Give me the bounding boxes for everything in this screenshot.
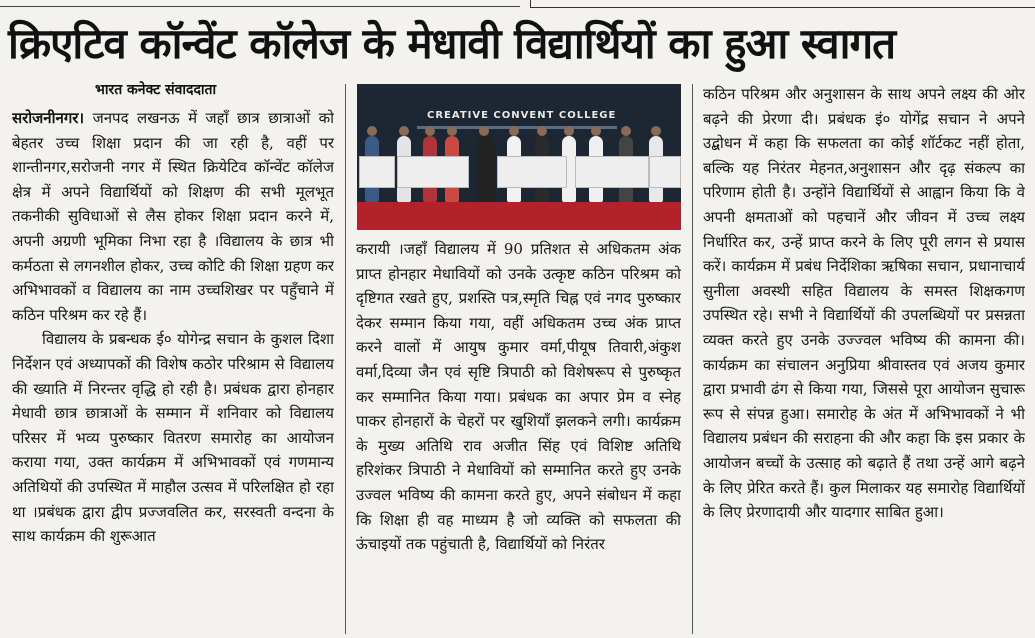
article-column-1 [12, 106, 334, 634]
article-column-3 [703, 82, 1025, 634]
photo-banner-text: CREATIVE CONVENT COLLEGE [427, 110, 617, 121]
event-photo [357, 84, 681, 230]
byline: भारत कनेक्ट संवाददाता [95, 82, 217, 98]
column-divider [692, 84, 693, 634]
paragraph-1: जनपद लखनऊ में जहाँ छात्र छात्राओं को बेहतर उच्च शिक्षा प्रदान की जा रही है, वहीं पर शान्तीनगर,सरोजनी नगर में स्थित क्रियेटिव कॉन्वेंट कॉलेज क्षेत्र में अपने विद्यार्थियों को शिक्षण की सभी मूलभूत तकनीकी सुविधाओं से लैस होकर शिक्षा प्रदान करने में, अपनी अग्रणी भूमिका निभा रहा है ।विद्यालय के छात्र भी कर्मठता से लगनशील होकर, उच्च कोटि की शिक्षा ग्रहण कर अभिभावकों व विद्यालय का नाम उच्चशिखर पर पहुँचाने में कठिन परिश्रम कर रहे हैं। [12, 109, 334, 324]
top-border [0, 0, 1035, 8]
column-divider [345, 84, 346, 634]
headline: क्रिएटिव कॉन्वेंट कॉलेज के मेधावी विद्यार्थियों का हुआ स्वागत [8, 19, 896, 68]
paragraph-2: विद्यालय के प्रबन्धक ई० योगेन्द्र सचान के कुशल दिशा निर्देशन एवं अध्यापकों की विशेष कठोर परिश्राम से विद्यालय की ख्याति में निरन्तर वृद्धि हो रही है। प्रबंधक द्वारा होनहार मेधावी छात्र छात्राओं के सम्मान में शनिवार को विद्यालय परिसर में भव्य पुरुष्कार वितरण समारोह का आयोजन कराया गया, उक्त कार्यक्रम में अभिभावकों एवं गणमान्य अतिथियों की उपस्थित में माहौल उत्सव में परिलक्षित हो रहा था ।प्रबंधक द्वारा द्वीप प्रज्जवलित कर, सरस्वती वन्दना के साथ कार्यक्रम की शुरूआत [12, 330, 334, 546]
paragraph-3: करायी ।जहाँ विद्यालय में 90 प्रतिशत से अधिकतम अंक प्राप्त होनहार मेधावियों को उनके उत्कृष्ट कठिन परिश्रम को दृष्टिगत रखते हुए, प्रशस्ति पत्र,स्मृति चिह्न एवं नगद पुरुष्कार देकर सम्मान किया गया, वहीं अधिकतम उच्च अंक प्राप्त करने वालों में आयुष कुमार वर्मा,पीयूष तिवारी,अंकुश वर्मा,दिव्या जैन एवं सृष्टि त्रिपाठी को विशेषरूप से पुरुष्कृत कर सम्मानित किया गया। प्रबंधक का अपार प्रेम व स्नेह पाकर होनहारों के चेहरों पर खुशियाँ झलकने लगी। कार्यक्रम के मुख्य अतिथि राव अजीत सिंह एवं विशिष्ट अतिथि हरिशंकर त्रिपाठी ने मेधावियों को सम्मानित करते हुए उनके उज्वल भविष्य की कामना करते हुए, अपने संबोधन में कहा कि शिक्षा ही वह माध्यम है जो व्यक्ति को सफलता की ऊंचाइयों तक पहुंचाती है, विद्यार्थियों को निरंतर [356, 240, 681, 554]
paragraph-4: कठिन परिश्रम और अनुशासन के साथ अपने लक्ष्य की ओर बढ़ने की प्रेरणा दी। प्रबंधक इं० योगेंद्र सचान ने अपने उद्बोधन में कहा कि सफलता का कोई शॉर्टकट नहीं होता, बल्कि यह निरंतर मेहनत,अनुशासन और दृढ़ संकल्प का परिणाम होती है। उन्होंने विद्यार्थियों से आह्वान किया कि वे अपनी क्षमताओं को पहचानें और जीवन में उच्च लक्ष्य निर्धारित कर, उन्हें प्राप्त करने के लिए पूरी लगन से प्रयास करें। कार्यक्रम में प्रबंध निर्देशिका ऋषिका सचान, प्रधानाचार्य सुनीला अवस्थी सहित विद्यालय के समस्त शिक्षकगण उपस्थित रहे। सभी ने विद्यार्थियों की उपलब्धियों पर प्रसन्नता व्यक्त करते हुए उनके उज्ज्वल भविष्य की कामना की। कार्यक्रम का संचालन अनुप्रिया श्रीवास्तव एवं अजय कुमार द्वारा प्रभावी ढंग से किया गया, जिससे पूरा आयोजन सुचारू रूप से संपन्न हुआ। समारोह के अंत में अभिभावकों ने भी विद्यालय प्रबंधन की सराहना की और कहा कि इस प्रकार के आयोजन बच्चों के उत्साह को बढ़ाते हैं तथा उन्हें आगे बढ़ने के लिए प्रेरित करते हैं। कुल मिलाकर यह समारोह विद्यार्थियों के लिए प्रेरणादायी और यादगार साबित हुआ। [703, 85, 1025, 522]
dateline: सरोजनीनगर। [12, 109, 85, 127]
article-column-2 [356, 237, 681, 634]
